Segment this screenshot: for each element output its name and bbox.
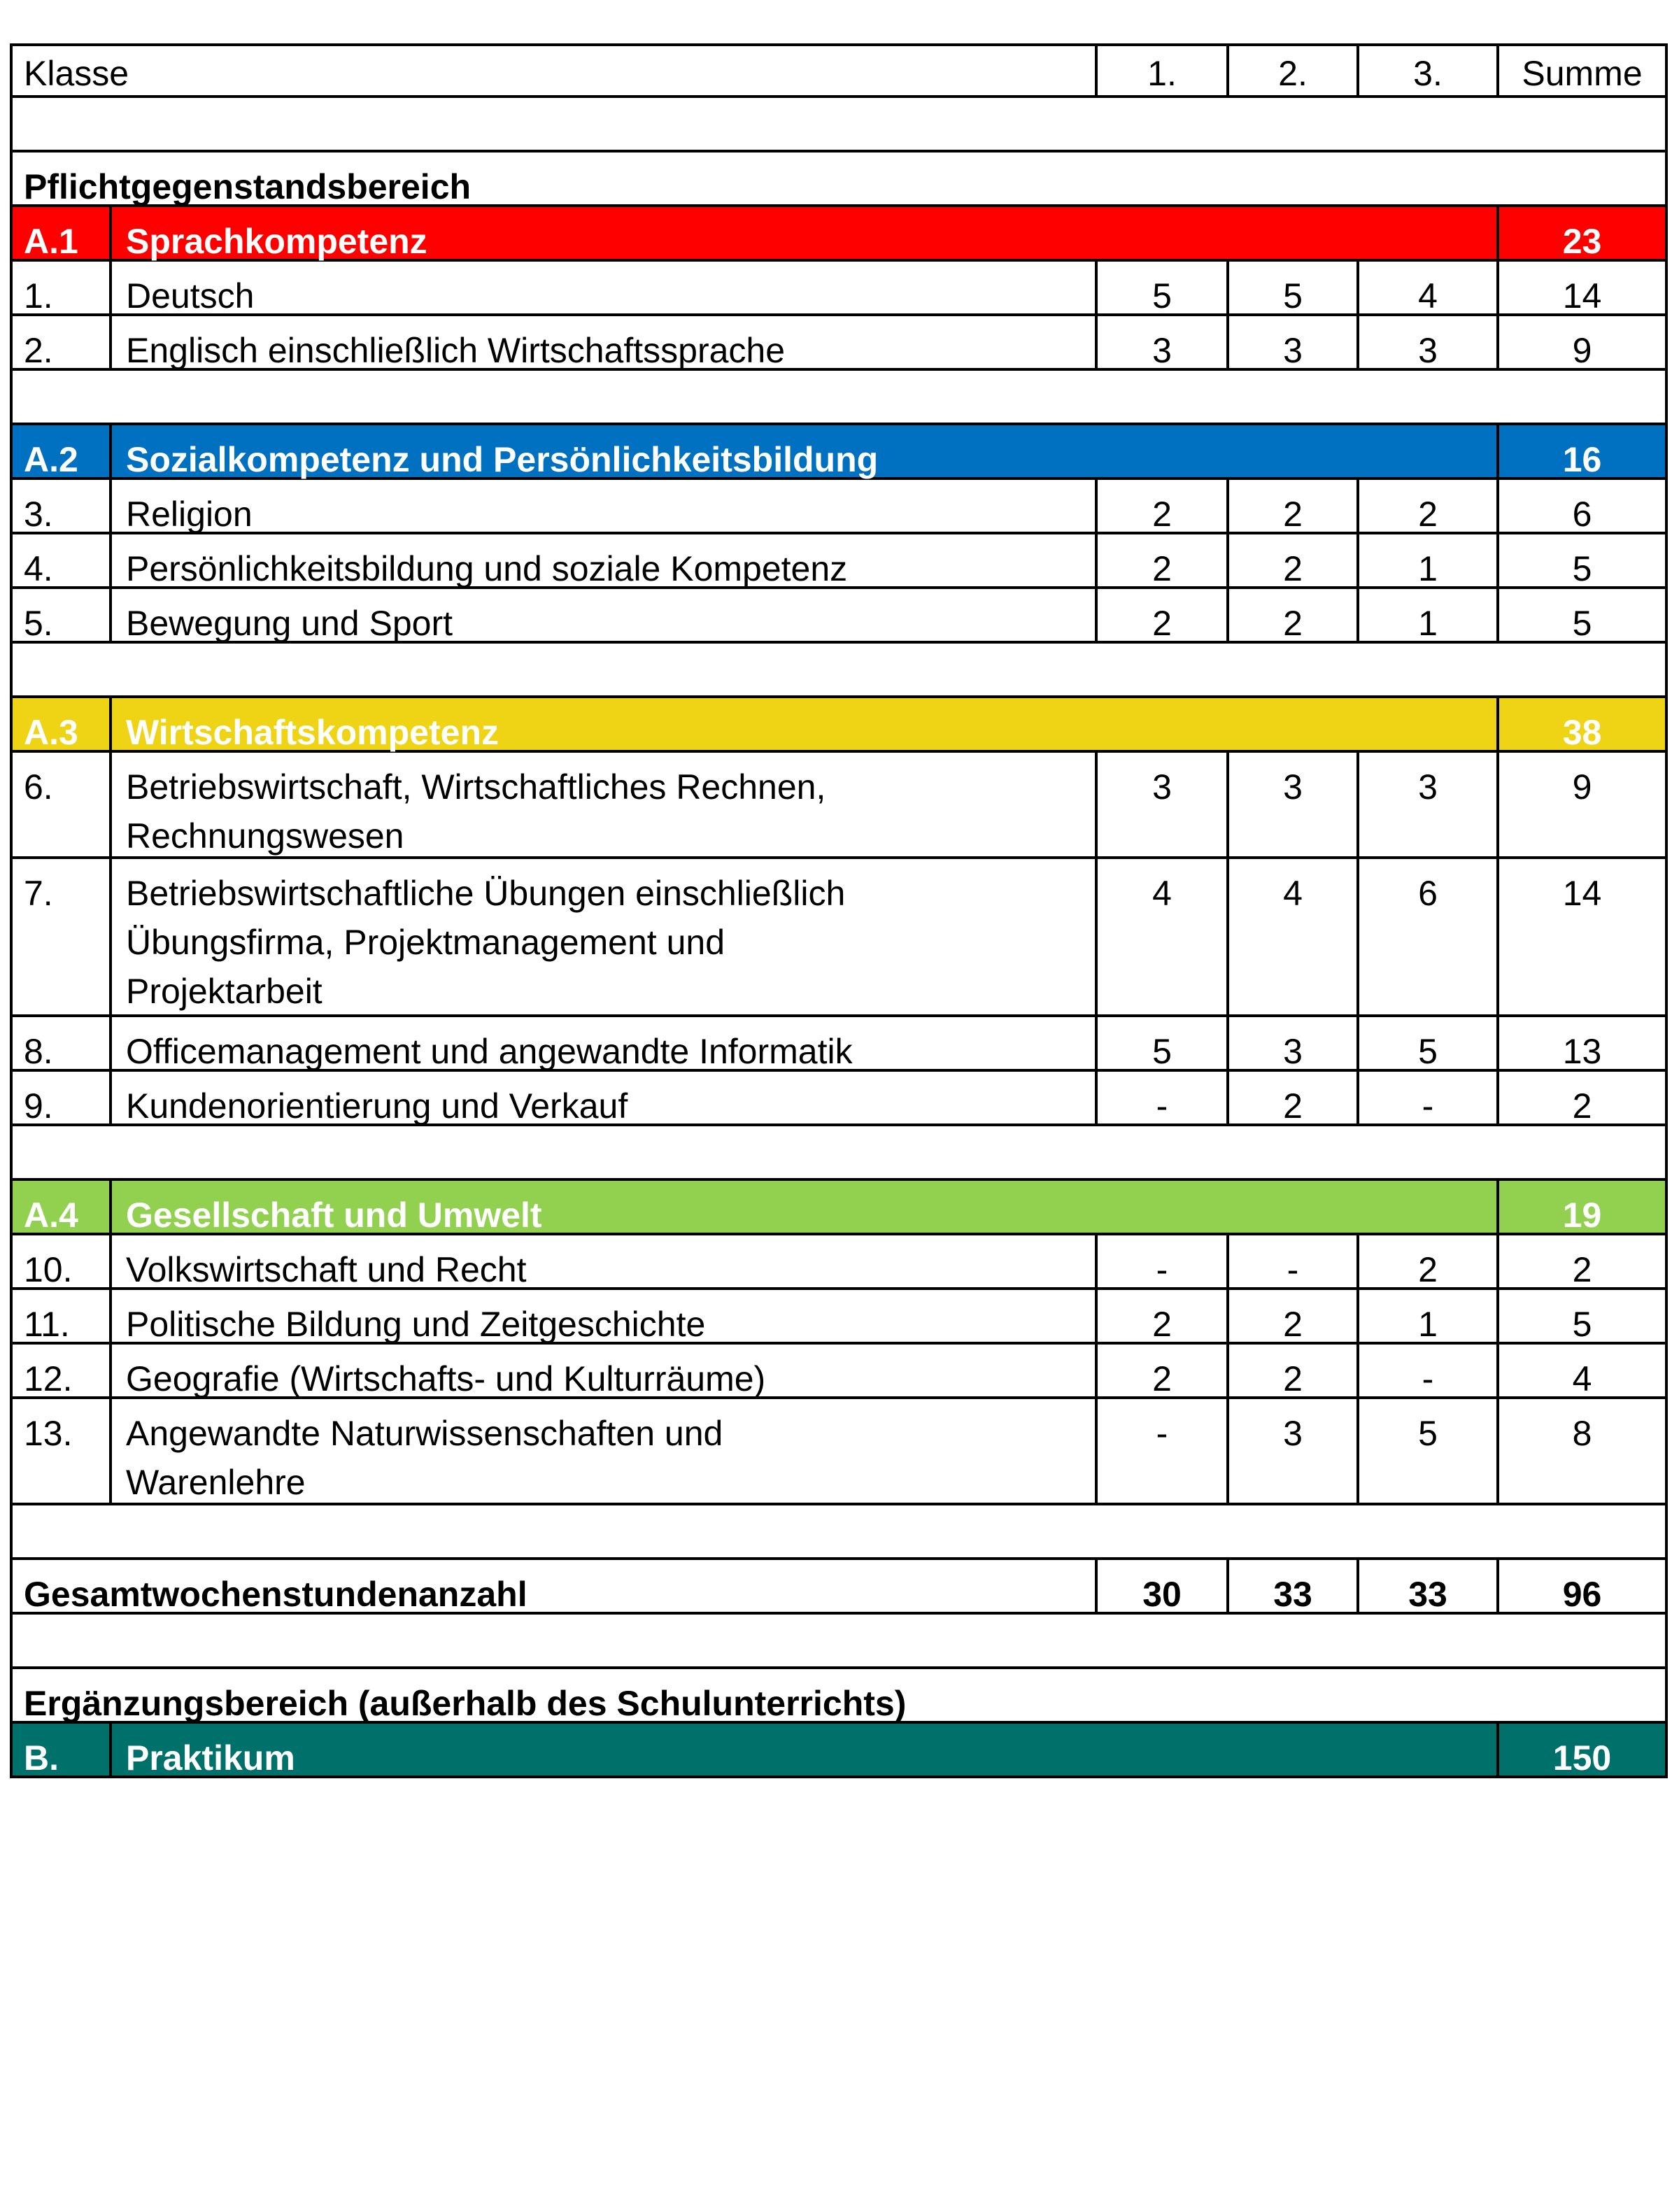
hours-class-2: 3 [1229, 1017, 1359, 1069]
subject-row [10, 1345, 1668, 1399]
section-sum: 23 [1562, 222, 1602, 261]
spacer-row [10, 371, 1668, 425]
spacer-row [10, 1615, 1668, 1669]
total-label: Gesamtwochenstundenanzahl [13, 1560, 1098, 1612]
hours-class-2: 4 [1229, 859, 1359, 1014]
hours-sum: 5 [1572, 1305, 1592, 1344]
hours-class-1: 4 [1098, 859, 1229, 1014]
section-title: Sprachkompetenz [112, 207, 1499, 259]
spacer-row [10, 1505, 1668, 1560]
hours-class-2: 3 [1229, 1399, 1359, 1503]
subject-name: Englisch einschließlich Wirtschaftssprache [112, 316, 1098, 368]
section-title: Wirtschaftskompetenz [112, 698, 1499, 750]
col-header-2: 2. [1229, 46, 1359, 95]
hours-class-1: 3 [1098, 316, 1229, 368]
subject-row [10, 1235, 1668, 1290]
subject-name-line: Rechnungswesen [126, 816, 404, 856]
hours-class-2: 2 [1229, 1290, 1359, 1342]
hours-sum: 4 [1572, 1359, 1592, 1398]
col-header-1: 1. [1098, 46, 1229, 95]
hours-sum: 14 [1562, 874, 1602, 913]
hours-sum: 2 [1572, 1250, 1592, 1289]
hours-class-3: 1 [1359, 589, 1499, 641]
subject-number: 5. [13, 589, 112, 641]
hours-sum: 5 [1572, 604, 1592, 643]
section-sum: 19 [1562, 1196, 1602, 1235]
section-a1-row [10, 207, 1668, 262]
subject-number: 3. [13, 480, 112, 532]
hours-class-1: 2 [1098, 534, 1229, 586]
section-code: A.1 [13, 207, 112, 259]
subject-name: Bewegung und Sport [112, 589, 1098, 641]
spacer-row [10, 644, 1668, 698]
hours-class-2: - [1229, 1235, 1359, 1287]
hours-class-3: 3 [1359, 753, 1499, 856]
hours-class-1: - [1098, 1399, 1229, 1503]
col-header-sum: Summe [1522, 54, 1643, 93]
hours-class-2: 2 [1229, 1072, 1359, 1123]
section-sum: 38 [1562, 713, 1602, 752]
subject-name: Religion [112, 480, 1098, 532]
subject-number: 7. [13, 859, 112, 1014]
praktikum-row [10, 1724, 1668, 1778]
subject-name-line: Betriebswirtschaftliche Übungen einschließlich [126, 874, 846, 913]
hours-class-2: 5 [1229, 262, 1359, 313]
hours-sum: 9 [1572, 767, 1592, 807]
spacer-row [10, 98, 1668, 153]
subject-row [10, 1017, 1668, 1072]
hours-class-2: 2 [1229, 589, 1359, 641]
subject-name-line: Übungsfirma, Projektmanagement und [126, 923, 725, 962]
subject-name: Politische Bildung und Zeitgeschichte [112, 1290, 1098, 1342]
subject-name: Kundenorientierung und Verkauf [112, 1072, 1098, 1123]
subject-number: 13. [13, 1399, 112, 1503]
subject-number: 10. [13, 1235, 112, 1287]
hours-class-1: 3 [1098, 753, 1229, 856]
subject-name-line: Angewandte Naturwissenschaften und [126, 1414, 723, 1453]
subject-row [10, 316, 1668, 371]
subject-number: 4. [13, 534, 112, 586]
section-a3-row [10, 698, 1668, 753]
spacer-row [10, 1126, 1668, 1181]
hours-class-1: 2 [1098, 589, 1229, 641]
hours-class-1: 5 [1098, 262, 1229, 313]
subject-name: Persönlichkeitsbildung und soziale Kompetenz [112, 534, 1098, 586]
hours-class-2: 3 [1229, 753, 1359, 856]
hours-sum: 5 [1572, 549, 1592, 588]
hours-class-3: 5 [1359, 1399, 1499, 1503]
hours-class-3: 4 [1359, 262, 1499, 313]
hours-sum: 9 [1572, 331, 1592, 370]
section-sum: 16 [1562, 440, 1602, 479]
section-code: A.3 [13, 698, 112, 750]
ergaenzung-label: Ergänzungsbereich (außerhalb des Schulunterrichts) [24, 1684, 907, 1723]
hours-class-2: 2 [1229, 534, 1359, 586]
subject-name [112, 1399, 1098, 1503]
hours-sum: 14 [1562, 276, 1602, 316]
subject-name: Officemanagement und angewandte Informatik [112, 1017, 1098, 1069]
subject-number: 11. [13, 1290, 112, 1342]
hours-class-2: 2 [1229, 1345, 1359, 1396]
curriculum-table [10, 43, 1668, 1778]
subject-row [10, 1072, 1668, 1126]
hours-sum: 8 [1572, 1414, 1592, 1453]
hours-class-1: - [1098, 1072, 1229, 1123]
section-title: Gesellschaft und Umwelt [112, 1181, 1499, 1233]
hours-class-3: 6 [1359, 859, 1499, 1014]
total-class-3: 33 [1359, 1560, 1499, 1612]
hours-class-1: - [1098, 1235, 1229, 1287]
subject-row [10, 534, 1668, 589]
hours-class-3: 1 [1359, 534, 1499, 586]
hours-class-1: 5 [1098, 1017, 1229, 1069]
hours-class-2: 2 [1229, 480, 1359, 532]
subject-row [10, 1290, 1668, 1345]
subject-name: Volkswirtschaft und Recht [112, 1235, 1098, 1287]
subject-number: 9. [13, 1072, 112, 1123]
hours-sum: 13 [1562, 1032, 1602, 1071]
subject-name [112, 859, 1098, 1014]
klasse-label: Klasse [13, 46, 1098, 95]
subject-number: 12. [13, 1345, 112, 1396]
subject-name: Geografie (Wirtschafts- und Kulturräume) [112, 1345, 1098, 1396]
header-row [10, 43, 1668, 98]
hours-class-2: 3 [1229, 316, 1359, 368]
hours-class-1: 2 [1098, 1290, 1229, 1342]
praktikum-title: Praktikum [112, 1724, 1499, 1775]
praktikum-code: B. [13, 1724, 112, 1775]
praktikum-sum: 150 [1552, 1738, 1612, 1778]
total-row [10, 1560, 1668, 1615]
pflicht-row [10, 153, 1668, 207]
subject-name [112, 753, 1098, 856]
subject-name-line: Projektarbeit [126, 972, 323, 1011]
hours-class-3: 2 [1359, 1235, 1499, 1287]
hours-class-1: 2 [1098, 1345, 1229, 1396]
subject-number: 2. [13, 316, 112, 368]
subject-row [10, 859, 1668, 1017]
col-header-3: 3. [1359, 46, 1499, 95]
pflicht-label: Pflichtgegenstandsbereich [24, 167, 472, 206]
section-a2-row [10, 425, 1668, 480]
hours-sum: 6 [1572, 495, 1592, 534]
hours-sum: 2 [1572, 1086, 1592, 1126]
total-class-1: 30 [1098, 1560, 1229, 1612]
subject-row [10, 262, 1668, 316]
section-a4-row [10, 1181, 1668, 1235]
subject-name: Deutsch [112, 262, 1098, 313]
hours-class-1: 2 [1098, 480, 1229, 532]
section-code: A.2 [13, 425, 112, 477]
total-sum: 96 [1562, 1575, 1602, 1614]
subject-name-line: Betriebswirtschaft, Wirtschaftliches Rechnen, [126, 767, 826, 807]
subject-row [10, 480, 1668, 534]
hours-class-3: 2 [1359, 480, 1499, 532]
section-code: A.4 [13, 1181, 112, 1233]
ergaenzung-row [10, 1669, 1668, 1724]
subject-number: 6. [13, 753, 112, 856]
section-title: Sozialkompetenz und Persönlichkeitsbildung [112, 425, 1499, 477]
subject-row [10, 1399, 1668, 1505]
subject-row [10, 753, 1668, 859]
subject-row [10, 589, 1668, 644]
hours-class-3: - [1359, 1072, 1499, 1123]
subject-name-line: Warenlehre [126, 1463, 306, 1502]
subject-number: 1. [13, 262, 112, 313]
hours-class-3: 3 [1359, 316, 1499, 368]
total-class-2: 33 [1229, 1560, 1359, 1612]
subject-number: 8. [13, 1017, 112, 1069]
hours-class-3: 1 [1359, 1290, 1499, 1342]
hours-class-3: 5 [1359, 1017, 1499, 1069]
hours-class-3: - [1359, 1345, 1499, 1396]
